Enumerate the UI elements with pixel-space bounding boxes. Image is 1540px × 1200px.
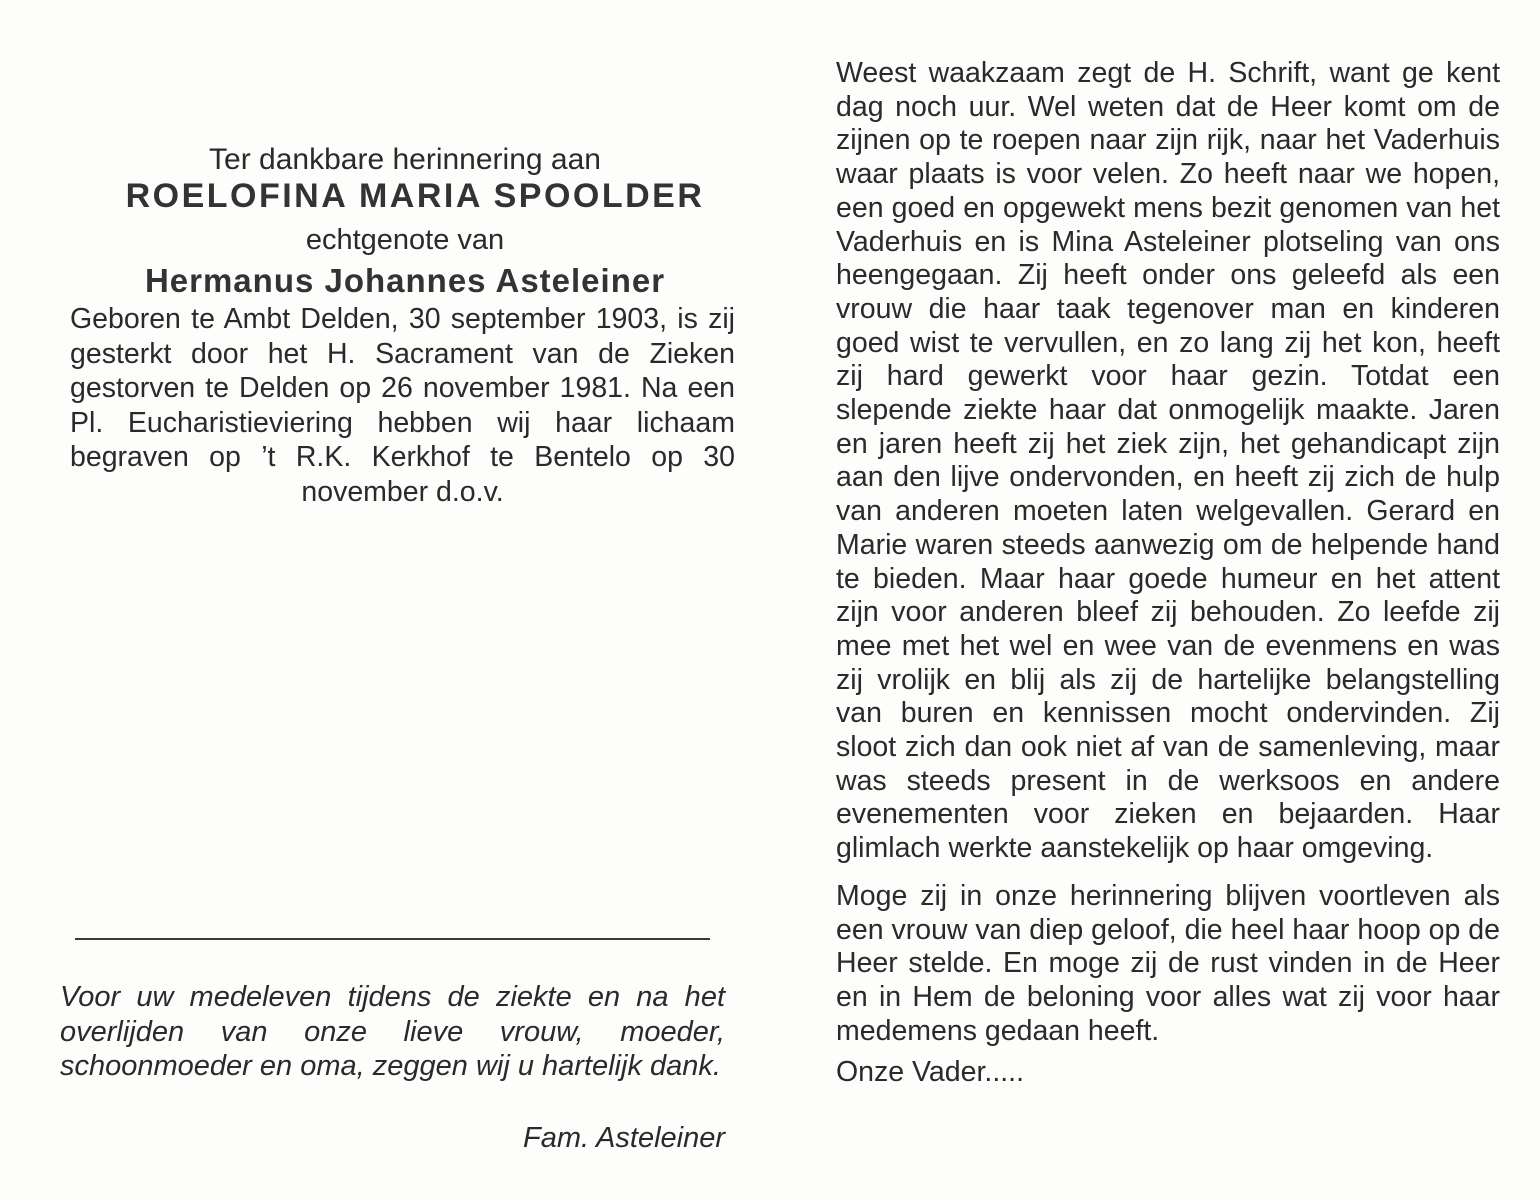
closing-prayer: Onze Vader..... — [836, 1056, 1024, 1089]
thank-you-note: Voor uw medeleven tijdens de ziekte en na het overlijden van onze lieve vrouw, moeder, schoonmoeder en oma, zeggen wij u hartelijk dank. — [60, 981, 725, 1082]
biography: Geboren te Ambt Delden, 30 september 1903, is zij gesterkt door het H. Sacrament van de Zieken gestorven te Delden op 26 november 1981. Na een Pl. Eucharistieviering hebben wij haar lichaam begraven op ’t R.K. Kerkhof te Bentelo op 30 november d.o.v. — [70, 303, 735, 508]
deceased-name: ROELOFINA MARIA SPOOLDER — [125, 177, 705, 215]
memorial-text — [836, 57, 1500, 1090]
spouse-label: echtgenote van — [305, 224, 505, 256]
intro-line: Ter dankbare herinnering aan — [209, 143, 601, 176]
spouse-name: Hermanus Johannes Asteleiner — [144, 262, 666, 299]
divider-line — [75, 938, 710, 940]
memorial-paragraph-2: Moge zij in onze herinnering blijven voortleven als een vrouw van diep geloof, die heel haar hoop op de Heer stelde. En moge zij de rust vinden in de Heer en in Hem de beloning voor alles wat zij voor haar medemens gedaan heeft. — [836, 879, 1500, 1047]
family-signature: Fam. Asteleiner — [523, 1122, 725, 1154]
memorial-paragraph-1: Weest waakzaam zegt de H. Schrift, want ge kent dag noch uur. Wel weten dat de Heer komt om de zijnen op te roepen naar zijn rijk, naar het Vaderhuis waar plaats is voor velen. Zo heeft naar we hopen, een goed en opgewekt mens bezit genomen van het Vaderhuis en is Mina Asteleiner plotseling van ons heengegaan. Zij heeft onder ons geleefd als een vrouw die haar taak tegenover man en kinderen goed wist te vervullen, en zo lang zij het kon, heeft zij hard gewerkt voor haar gezin. Totdat een slepende ziekte haar dat onmogelijk maakte. Jaren en jaren heeft zij het ziek zijn, het gehandicapt zijn aan den lijve ondervonden, en heeft zij zich de hulp van anderen moeten laten welgevallen. Gerard en Marie waren steeds aanwezig om de helpende hand te bieden. Maar haar goede humeur en het attent zijn voor anderen bleef zij behouden. Zo leefde zij mee met het wel en wee van de evenmens en was zij vrolijk en blij als zij de hartelijke belangstelling van buren en kennissen mocht ondervinden. Zij sloot zich dan ook niet af van de samenleving, maar was steeds present in de werksoos en andere evenementen voor zieken en bejaarden. Haar glimlach werkte aanstekelijk op haar omgeving. — [836, 57, 1500, 865]
